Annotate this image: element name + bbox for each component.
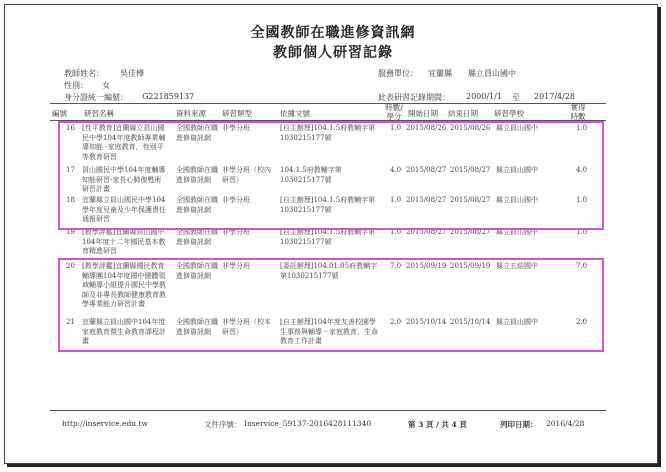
row-name: [性平教育]宜蘭縣立員山國民中學104年度教師專業輔導知能 -家庭教育，性別平等教育研習 — [82, 124, 166, 161]
row-type: 非學分班 — [222, 228, 250, 236]
row-type: 非學分班 — [222, 262, 250, 270]
row-source: 全國教師在職進修資訊網 — [176, 228, 218, 246]
teacher-name: 吳佳樺 — [120, 69, 144, 78]
row-no: 18 — [66, 196, 75, 204]
row-no: 19 — [66, 228, 75, 236]
col-header-got: 實得時數 — [570, 103, 586, 121]
footer-url: http://inservice.edu.tw — [62, 419, 148, 428]
teacher-name-label: 教師姓名： — [64, 69, 104, 78]
row-got: 1.0 — [576, 228, 588, 236]
row-hours: 1.0 — [390, 124, 402, 132]
row-source: 全國教師在職進修資訊網 — [176, 196, 218, 214]
row-no: 20 — [66, 262, 75, 270]
file-no: Inservice_59137-2016428111340 — [244, 419, 372, 428]
row-hours: 2.0 — [390, 318, 402, 326]
row-start: 2015/08/26 — [406, 124, 447, 132]
row-type: 非學分班（校內研習） — [222, 166, 271, 184]
row-end: 2015/10/14 — [450, 318, 491, 326]
col-header-hours: 時數/學分 — [385, 103, 403, 121]
row-name: 宜蘭縣立員山國民中學104學年度兒童及少年保護責任通報研習 — [82, 196, 166, 223]
file-no-label: 文件序號： — [204, 420, 242, 429]
row-type: 非學分班（校本研習） — [222, 318, 271, 336]
row-doc: [自主辦理]104.1.5府教輔字第1030215177號 — [280, 196, 376, 214]
row-got: 1.0 — [576, 124, 588, 132]
row-doc: [自主辦理]104.1.5府教輔字第1030215177號 — [280, 124, 376, 142]
col-header-no: 編號 — [52, 109, 67, 118]
row-doc: [自主辦理]104.1.5府教輔字第1030215177號 — [280, 228, 376, 246]
row-end: 2015/08/26 — [450, 124, 491, 132]
row-got: 7.0 — [576, 262, 588, 270]
id-label: 身分證統一編號： — [64, 93, 128, 102]
row-hours: 1.0 — [390, 196, 402, 204]
row-school: 縣立員山國中 — [496, 124, 538, 132]
row-end: 2015/08/27 — [450, 196, 491, 204]
row-end: 2015/09/19 — [450, 262, 491, 270]
row-source: 全國教師在職進修資訊網 — [176, 262, 218, 280]
highlight-box-rows-16-18 — [58, 121, 604, 230]
row-doc: [自主辦理]104年度友善校園學生事務與輔導－家庭教育，生命教育工作計畫 — [280, 318, 378, 345]
row-hours: 4.0 — [390, 166, 402, 174]
row-source: 全國教師在職進修資訊網 — [176, 318, 218, 336]
highlight-box-rows-20-21 — [58, 258, 604, 352]
row-end: 2015/08/27 — [450, 228, 491, 236]
unit-school: 縣立員山國中 — [468, 69, 516, 78]
row-start: 2015/10/14 — [406, 318, 447, 326]
row-no: 17 — [66, 166, 75, 174]
period-to: 至 — [512, 93, 520, 102]
row-name: 宜蘭縣立員山國中104年度家庭教育暨生命教育課程計畫 — [82, 318, 166, 345]
period-label: 此表研習記錄期間： — [378, 93, 450, 102]
print-date: 2016/4/28 — [546, 419, 585, 428]
row-start: 2015/08/27 — [406, 196, 447, 204]
row-name: [教學評鑑]宜蘭縣員山國中104年度十二年國民基本教育精進研習 — [82, 228, 166, 255]
col-header-name: 研習名稱 — [84, 109, 114, 118]
row-name: [教學評鑑]宜蘭縣國民教育輔導團104年度國中健體領域輔導小組提升國民中學教師及非專長教師健康教育教學專業能力研習計畫 — [82, 262, 166, 308]
row-hours: 7.0 — [390, 262, 402, 270]
row-school: 縣立五結國中 — [496, 262, 538, 270]
gender-value: 女 — [102, 81, 110, 90]
row-start: 2015/09/19 — [406, 262, 447, 270]
row-end: 2015/08/27 — [450, 166, 491, 174]
row-school: 縣立員山國中 — [496, 196, 538, 204]
col-header-type: 研習類型 — [222, 109, 252, 118]
period-start: 2000/1/1 — [466, 92, 502, 101]
row-no: 21 — [66, 318, 75, 326]
row-name: 員山國民中學104年度輔導知能研習-家長心肺復甦術研習計畫 — [82, 166, 166, 193]
unit-label: 服務單位： — [378, 69, 418, 78]
col-header-start: 開始日期 — [408, 109, 438, 118]
unit-county: 宜蘭縣 — [428, 69, 452, 78]
row-source: 全國教師在職進修資訊網 — [176, 124, 218, 142]
row-doc: [委託辦理]104.01.05府教輔字第1030215177號 — [280, 262, 378, 280]
footer-rule — [50, 410, 606, 411]
period-end: 2017/4/28 — [534, 92, 576, 101]
col-header-source: 資料來源 — [176, 109, 206, 118]
page-subtitle: 教師個人研習記錄 — [273, 45, 393, 61]
row-start: 2015/08/27 — [406, 166, 447, 174]
row-school: 縣立員山國中 — [496, 166, 538, 174]
print-date-label: 列印日期： — [500, 420, 538, 429]
row-school: 縣立員山國中 — [496, 318, 538, 326]
col-header-doc: 依據文號 — [280, 109, 310, 118]
row-source: 全國教師在職進修資訊網 — [176, 166, 218, 184]
page-number: 第 3 頁 / 共 4 頁 — [408, 420, 467, 429]
row-start: 2015/08/27 — [406, 228, 447, 236]
page-title: 全國教師在職進修資訊網 — [250, 25, 416, 41]
header-top-rule — [50, 103, 606, 104]
row-doc: 104.1.5府教輔字第1030215177號 — [280, 166, 342, 184]
col-header-end: 結束日期 — [448, 109, 478, 118]
gender-label: 性別： — [64, 81, 88, 90]
row-got: 4.0 — [576, 166, 588, 174]
row-got: 1.0 — [576, 196, 588, 204]
id-value: G221859137 — [142, 92, 195, 101]
row-hours: 1.0 — [390, 228, 402, 236]
row-school: 縣立員山國中 — [496, 228, 538, 236]
row-type: 非學分班 — [222, 124, 250, 132]
row-no: 16 — [66, 124, 75, 132]
row-type: 非學分班 — [222, 196, 250, 204]
col-header-school: 研習學校 — [494, 109, 524, 118]
row-got: 2.0 — [576, 318, 588, 326]
